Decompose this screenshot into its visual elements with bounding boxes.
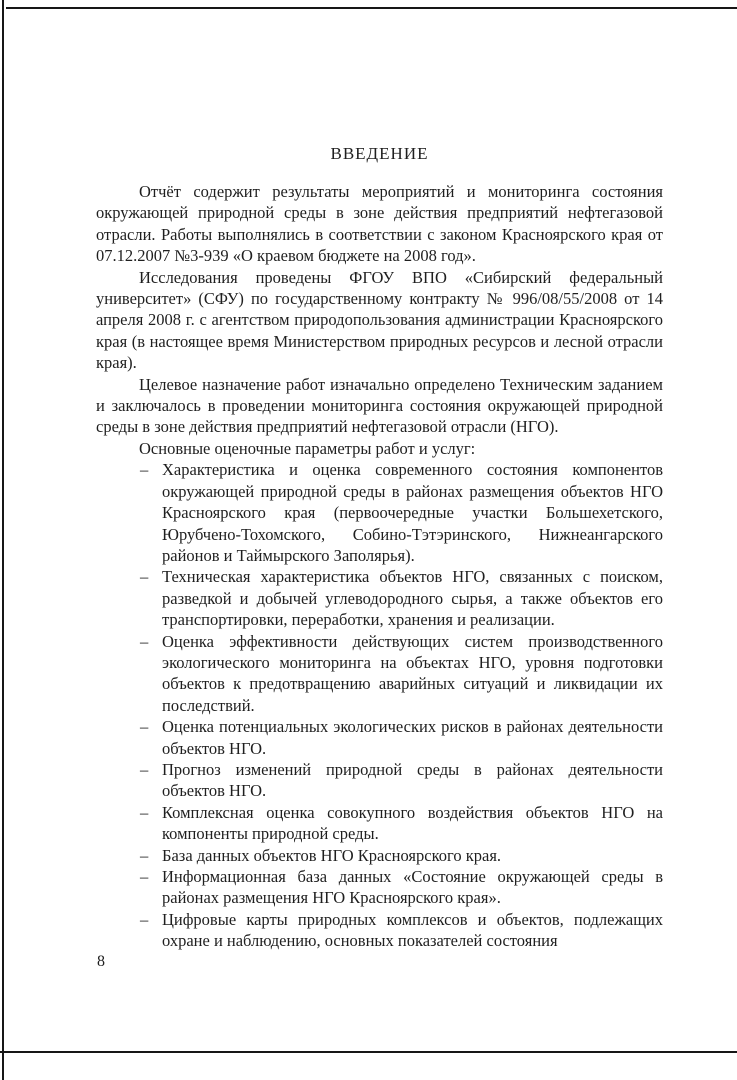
list-dash: – — [140, 909, 149, 929]
list-item-text: Характеристика и оценка современного состояния компонентов окружающей природной среды в районах размещения объектов НГО Красноярского края (первоочередные участки Большехетского, Юрубчено-Тохомского, Собино-Тэтэринского, Нижнеангарского районов и Таймырского Заполярья). — [162, 460, 663, 565]
list-dash: – — [140, 717, 149, 737]
scan-border-top — [6, 7, 737, 9]
list-item-text: Оценка эффективности действующих систем производственного экологического мониторинга на объектах НГО, уровня подготовки объектов к предотвращению аварийных ситуаций и ликвидации их последствий. — [162, 631, 663, 715]
paragraph: Целевое назначение работ изначально определено Техническим заданием и заключалось в проведении мониторинга состояния окружающей природной среды в зоне действия предприятий нефтегазовой отрасли (НГО). — [96, 374, 663, 437]
list-item — [96, 866, 663, 909]
scan-border-left — [2, 0, 4, 1080]
document-page — [96, 144, 663, 952]
list-dash: – — [140, 845, 149, 865]
list-item-text: Прогноз изменений природной среды в районах деятельности объектов НГО. — [162, 759, 663, 801]
list-dash: – — [140, 759, 149, 779]
section-title: ВВЕДЕНИЕ — [330, 144, 429, 163]
list-item-text: Информационная база данных «Состояние окружающей среды в районах размещения НГО Красноярского края». — [162, 867, 663, 908]
list-item-text: Комплексная оценка совокупного воздействия объектов НГО на компоненты природной среды. — [162, 802, 663, 844]
dash-list — [96, 459, 663, 951]
list-item-text: База данных объектов НГО Красноярского края. — [162, 845, 502, 865]
list-item — [96, 845, 663, 866]
page-number: 8 — [97, 953, 105, 970]
list-item — [96, 631, 663, 717]
list-item — [96, 566, 663, 630]
paragraph: Исследования проведены ФГОУ ВПО «Сибирский федеральный университет» (СФУ) по государственному контракту № 996/08/55/2008 от 14 апреля 2008 г. с агентством природопользования администрации Красноярского края (в настоящее время Министерством природных ресурсов и лесной отрасли края). — [96, 267, 663, 373]
list-intro-paragraph: Основные оценочные параметры работ и услуг: — [139, 438, 476, 458]
list-dash: – — [140, 802, 149, 822]
list-dash: – — [140, 631, 149, 651]
list-item — [96, 909, 663, 952]
list-item — [96, 802, 663, 845]
paragraph: Отчёт содержит результаты мероприятий и мониторинга состояния окружающей природной среды в зоне действия предприятий нефтегазовой отрасли. Работы выполнялись в соответствии с законом Красноярского края от 07.12.2007 №3-939 «О краевом бюджете на 2008 год». — [96, 182, 663, 266]
list-dash: – — [140, 460, 149, 480]
list-item — [96, 716, 663, 759]
list-item-text: Оценка потенциальных экологических рисков в районах деятельности объектов НГО. — [162, 717, 663, 758]
list-item — [96, 459, 663, 566]
list-item-text: Цифровые карты природных комплексов и объектов, подлежащих охране и наблюдению, основных показателей состояния — [162, 909, 663, 951]
list-dash: – — [140, 867, 149, 886]
list-item-text: Техническая характеристика объектов НГО, связанных с поиском, разведкой и добычей углеводородного сырья, а также объектов его транспортировки, переработки, хранения и реализации. — [162, 567, 663, 630]
scan-border-bottom — [0, 1051, 737, 1053]
list-dash: – — [140, 567, 149, 587]
list-item — [96, 759, 663, 802]
